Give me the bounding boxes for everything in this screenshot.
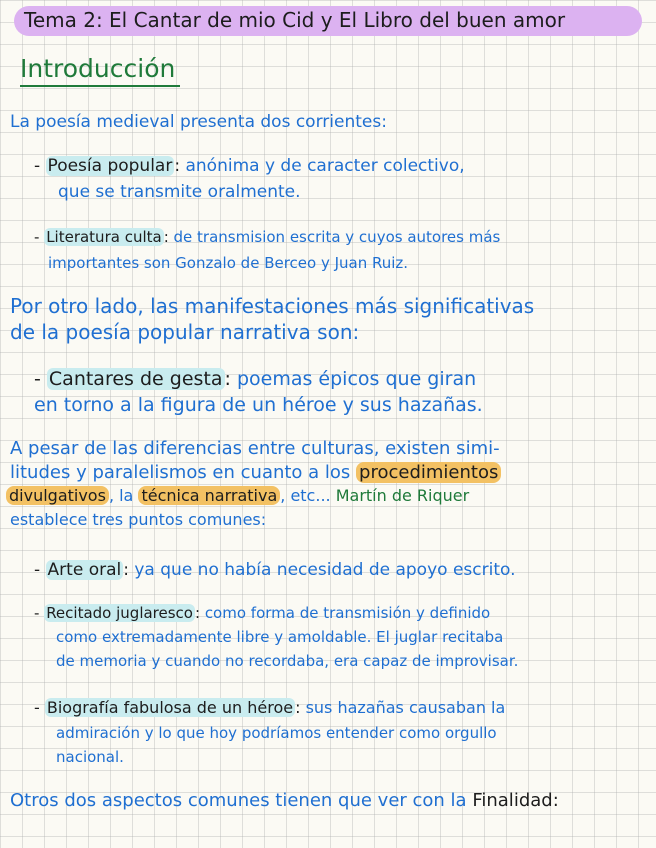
bullet-dash: - bbox=[34, 560, 46, 580]
bullet-dash: - bbox=[34, 228, 45, 246]
heading-underline bbox=[20, 85, 180, 87]
term-cantares-gesta: Cantares de gesta bbox=[48, 368, 223, 390]
para-2-line-2: de la poesía popular narrativa son: bbox=[10, 320, 360, 344]
bullet-dash: - bbox=[34, 698, 45, 717]
term-literatura-culta: Literatura culta bbox=[46, 228, 162, 246]
bullet-text: como forma de transmisión y definido bbox=[204, 604, 491, 622]
bullet-text: de transmision escrita y cuyos autores más bbox=[173, 228, 501, 246]
term-finalidad: Finalidad bbox=[472, 790, 553, 811]
term-poesia-popular: Poesía popular bbox=[47, 156, 173, 176]
bullet-literatura-culta: - Literatura culta : de transmision escrita y cuyos autores más bbox=[34, 228, 501, 246]
author-name: Martín de Riquer bbox=[335, 486, 470, 505]
bullet-text: ya que no había necesidad de apoyo escrito. bbox=[134, 560, 516, 580]
bullet-text-cont: de memoria y cuando no recordaba, era capaz de improvisar. bbox=[56, 652, 519, 670]
highlight-tecnica-narrativa: técnica narrativa bbox=[138, 486, 280, 505]
para-2-line-1: Por otro lado, las manifestaciones más significativas bbox=[10, 294, 535, 318]
bullet-dash: - bbox=[34, 604, 45, 622]
bullet-recitado: - Recitado juglaresco : como forma de transmisión y definido bbox=[34, 604, 491, 622]
section-heading: Introducción bbox=[20, 54, 176, 83]
bullet-cantares-gesta: - Cantares de gesta : poemas épicos que giran bbox=[34, 368, 477, 390]
para-3-line-2: litudes y paralelismos en cuanto a los procedimientos bbox=[10, 464, 501, 483]
page-title: Tema 2: El Cantar de mio Cid y El Libro del buen amor bbox=[24, 8, 566, 32]
bullet-dash: - bbox=[34, 368, 47, 390]
highlight-procedimientos: procedimientos bbox=[356, 462, 501, 483]
para-3-line-1: A pesar de las diferencias entre culturas, existen simi- bbox=[10, 438, 500, 459]
bullet-text-cont: admiración y lo que hoy podríamos entender como orgullo bbox=[56, 724, 497, 742]
highlight-divulgativos: divulgativos bbox=[6, 486, 109, 505]
bullet-text-cont: importantes son Gonzalo de Berceo y Juan Ruiz. bbox=[48, 254, 409, 272]
term-arte-oral: Arte oral bbox=[47, 560, 122, 580]
para-3-line-3: divulgativos , la técnica narrativa , etc... Martín de Riquer bbox=[6, 488, 469, 505]
term-biografia: Biografía fabulosa de un héroe bbox=[46, 698, 294, 717]
bullet-biografia: - Biografía fabulosa de un héroe : sus hazañas causaban la bbox=[34, 698, 506, 717]
bullet-arte-oral: - Arte oral : ya que no había necesidad de apoyo escrito. bbox=[34, 560, 516, 580]
bullet-text-cont: que se transmite oralmente. bbox=[58, 182, 301, 202]
para-3-line-4: establece tres puntos comunes: bbox=[10, 510, 267, 529]
bullet-text-cont: como extremadamente libre y amoldable. El juglar recitaba bbox=[56, 628, 504, 646]
intro-line: La poesía medieval presenta dos corrientes: bbox=[10, 112, 387, 132]
bullet-text-cont: en torno a la figura de un héroe y sus hazañas. bbox=[34, 394, 483, 416]
bullet-text: sus hazañas causaban la bbox=[305, 698, 506, 717]
closing-line: Otros dos aspectos comunes tienen que ver con la Finalidad: bbox=[10, 790, 559, 811]
term-recitado: Recitado juglaresco bbox=[46, 604, 193, 622]
bullet-text: anónima y de caracter colectivo, bbox=[185, 156, 465, 176]
bullet-poesia-popular: - Poesía popular : anónima y de caracter colectivo, bbox=[34, 156, 465, 176]
bullet-text: poemas épicos que giran bbox=[236, 368, 477, 390]
bullet-text-cont: nacional. bbox=[56, 748, 124, 766]
bullet-dash: - bbox=[34, 156, 46, 176]
